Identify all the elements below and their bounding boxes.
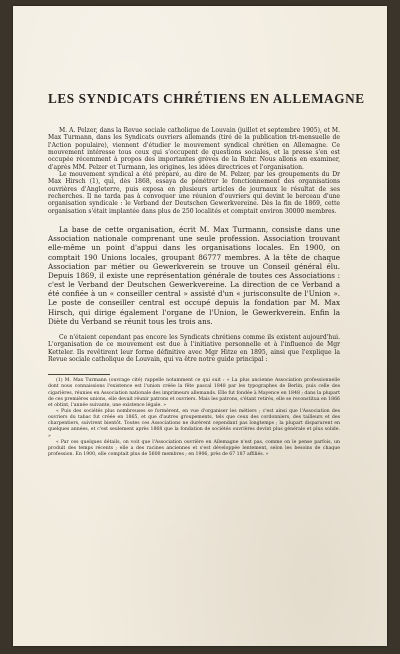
- article-title: LES SYNDICATS CHRÉTIENS EN ALLEMAGNE: [48, 91, 365, 106]
- paragraph-1: M. A. Pelzer, dans la Revue sociale catholique de Louvain (juillet et septembre 1905), et M. Max Turmann, dans les Syndicats ouvriers allemands (tiré de la publication tri-mensuelle de l'Action populaire), viennent d'étudier le mouvement syndical chrétien en Allemagne. Ce mouvement intéresse tous ceux qui s'occupent de questions sociales, et la presse s'en est occupée récemment à propos des importantes grèves de la Ruhr. Nous allons en examiner, d'après MM. Pelzer et Turmann, les origines, les idées directrices et l'organisation.: [48, 127, 340, 171]
- paragraph-3: La base de cette organisation, écrit M. Max Turmann, consiste dans une Association nationale comprenant une seule profession. Association trouvant elle-même un point d'appui dans les organisations locales. En 1900, on comptait 190 Unions locales, groupant 86777 membres. A la tête de chaque Association par métier ou Gewerkverein se trouve un Conseil général élu. Depuis 1869, il existe une représentation générale de toutes ces Associations : c'est le Verband der Deutschen Gewerkvereine. La direction de ce Verband a été confiée à un « conseiller central » assisté d'un « jurisconsulte de l'Union ». Le poste de conseiller central est occupé depuis la fondation par M. Max Hirsch, qui dirige également l'organe de l'Union, le Gewerkverein. Enfin la Diète du Verband se réunit tous les trois ans.: [48, 225, 340, 326]
- footnote-2: « Puis des sociétés plus nombreuses se formèrent, en vue d'organiser les métiers ; c'est ainsi que l'Association des ouvriers du tabac fut créée en 1865, et que d'autres groupements, tels que ceux des cordonniers, des tailleurs et des charpentiers, suivirent bientôt. Toutes ces Associations ne durèrent cependant pas longtemps ; la plupart disparurent en quelques années, et c'est seulement après 1868 que la fondation de sociétés ouvrières devint plus générale et plus solide. »: [48, 409, 340, 439]
- paragraph-gap: [48, 215, 340, 225]
- footnote-3: « Par ces quelques détails, on voit que l'Association ouvrière en Allemagne n'est pas, comme on le pense parfois, un produit des temps récents ; elle a des racines anciennes et s'est développée lentement, selon les besoins de chaque profession. En 1900, elle comptait plus de 5600 membres ; en 1906, près de 67 187 affiliés. »: [48, 439, 340, 458]
- paragraph-2: Le mouvement syndical a été préparé, au dire de M. Pelzer, par les groupements du Dr Max Hirsch (1), qui, dès 1868, essaya de pénétrer le fonctionnement des organisations ouvrières d'Angleterre, puis exposa en plusieurs articles de journaux le résultat de ses recherches. Il ne tarda pas à convoquer une réunion d'ouvriers qui devint le berceau d'une organisation syndicale : le Verband der Deutschen Gewerkvereine. Dès la fin de 1869, cette organisation s'était implantée dans plus de 250 localités et comptait environ 30000 membres.: [48, 171, 340, 215]
- article-body: [48, 91, 365, 458]
- paragraph-4: Ce n'étaient cependant pas encore les Syndicats chrétiens comme ils existent aujourd'hui. L'organisation de ce mouvement est due à l'initiative personnelle et à l'influence de Mgr Ketteler. Ils revêtirent leur forme définitive avec Mgr Hitze en 1895, ainsi que l'explique la Revue sociale catholique de Louvain, qui va être notre guide principal :: [48, 333, 340, 363]
- paragraph-gap: [48, 326, 340, 334]
- footnote-1: (1) M. Max Turmann (ouvrage cité) rappelle notamment ce qui suit : « La plus ancienne Association professionnelle dont nous connaissions l'existence est l'union créée la fête pascal 1848 par les typographes de Berlin, puis celle des cigarières, réunies en Association nationale des imprimeurs allemands. Elle fut fondée à Mayence en 1848 ; dans la plupart de ces premières unions, elle devait réunir patrons et ouvriers. Mais les patrons, s'étant retirés, elle se reconstitua en 1866 et obtint, l'année suivante, une existence légale. »: [48, 378, 340, 408]
- page-sheet: [13, 6, 387, 646]
- footnote-rule: [48, 374, 110, 375]
